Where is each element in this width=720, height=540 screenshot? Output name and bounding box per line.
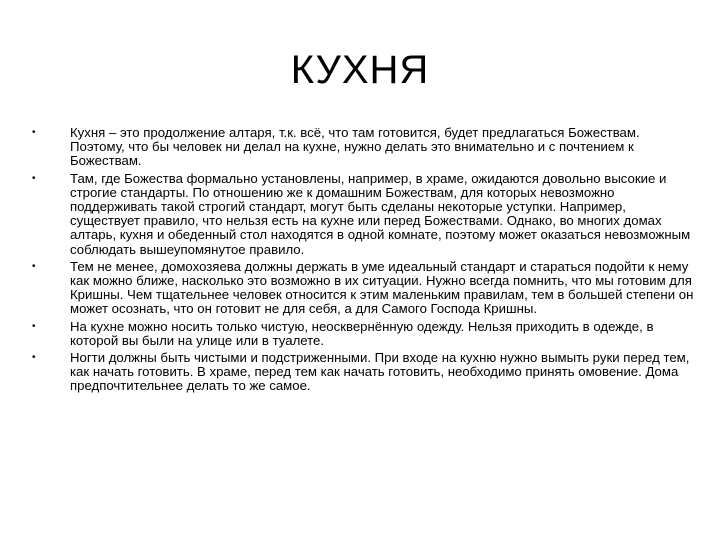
bullet-dot-icon: • — [32, 352, 36, 364]
bullet-dot-icon: • — [32, 127, 36, 138]
bullet-list — [30, 126, 696, 397]
bullet-dot-icon: • — [32, 260, 36, 272]
bullet-text: Тем не менее, домохозяева должны держать в уме идеальный стандарт и стараться подойти к нему как можно ближе, насколько это возможно в их ситуации. Нужно всегда помнить, что мы готовим для Кришны. Чем тщательнее человек относится к этим маленьким правилам, тем в большей степени он может осознать, что он готовит не для себя, а для Самого Господа Кришны. — [70, 258, 694, 317]
bullet-item — [30, 351, 696, 394]
bullet-item — [30, 126, 696, 169]
bullet-text: Кухня – это продолжение алтаря, т.к. всё, что там готовится, будет предлагаться Божествам. Поэтому, что бы человек ни делал на кухне, нужно делать это внимательно и с почтением к Божествам. — [70, 125, 640, 169]
bullet-dot-icon: • — [32, 172, 36, 184]
bullet-item — [30, 320, 696, 348]
bullet-text: На кухне можно носить только чистую, неосквернённую одежду. Нельзя приходить в одежде, в которой вы были на улице или в туалете. — [70, 318, 654, 348]
bullet-text: Там, где Божества формально установлены, например, в храме, ожидаются довольно высокие и строгие стандарты. По отношению же к домашним Божествам, для которых невозможно поддерживать такой строгий стандарт, могут быть сделаны некоторые уступки. Например, существует правило, что нельзя есть на кухне или перед Божествами. Однако, во многих домах алтарь, кухня и обеденный стол находятся в одной комнате, поэтому может оказаться невозможным соблюдать вышеупомянутое правило. — [70, 170, 691, 257]
bullet-item — [30, 172, 696, 257]
bullet-text: Ногти должны быть чистыми и подстриженными. При входе на кухню нужно вымыть руки перед тем, как начать готовить. В храме, перед тем как начать готовить, необходимо принять омовение. Дома предпочтительнее делать то же самое. — [70, 350, 690, 394]
bullet-dot-icon: • — [32, 320, 36, 332]
bullet-item — [30, 260, 696, 317]
slide-title: КУХНЯ — [290, 48, 430, 92]
